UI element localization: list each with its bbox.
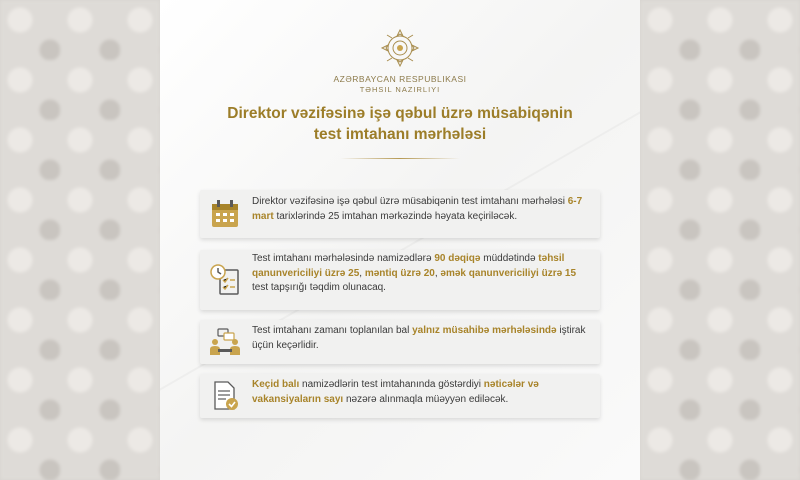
info-item-test-structure (200, 250, 600, 310)
title-divider (340, 158, 460, 159)
page-title-line2: test imtahanı mərhələsi (313, 126, 487, 143)
background-pattern-right (640, 0, 800, 480)
item-text: Keçid balı namizədlərin test imtahanında göstərdiyi nəticələr və vakansiyaların sayı nəzərə alınmaqla müəyyən ediləcək. (252, 379, 539, 405)
ministry-subname: TƏHSIL NAZIRLIYI (359, 85, 441, 94)
item-text: Direktor vəzifəsinə işə qəbul üzrə müsabiqənin test imtahanı mərhələsi 6-7 mart tarixlərində 25 imtahan mərkəzində həyata keçiriləcək. (252, 196, 583, 222)
clock-checklist-icon (208, 262, 242, 296)
info-item-passing-score (200, 374, 600, 418)
interview-icon (208, 325, 242, 359)
info-card (160, 0, 640, 480)
emblem-icon (380, 28, 420, 68)
item-text: Test imtahanı mərhələsində namizədlərə 90 dəqiqə müddətində təhsil qanunvericiliyi üzrə 25, məntiq üzrə 20, əmək qanunvericiliyi üzrə 15 test tapşırığı təqdim olunacaq. (252, 253, 577, 293)
page-title-line1: Direktor vəzifəsinə işə qəbul üzrə müsabiqənin (227, 105, 573, 122)
item-text: Test imtahanı zamanı toplanılan bal yalnız müsahibə mərhələsində iştirak üçün keçərlidir. (252, 325, 586, 351)
info-item-schedule (200, 190, 600, 238)
document-check-icon (208, 379, 242, 413)
info-item-interview (200, 320, 600, 364)
calendar-icon (208, 197, 242, 231)
background-pattern-left (0, 0, 160, 480)
ministry-name: AZƏRBAYCAN RESPUBLIKASI (333, 74, 467, 84)
